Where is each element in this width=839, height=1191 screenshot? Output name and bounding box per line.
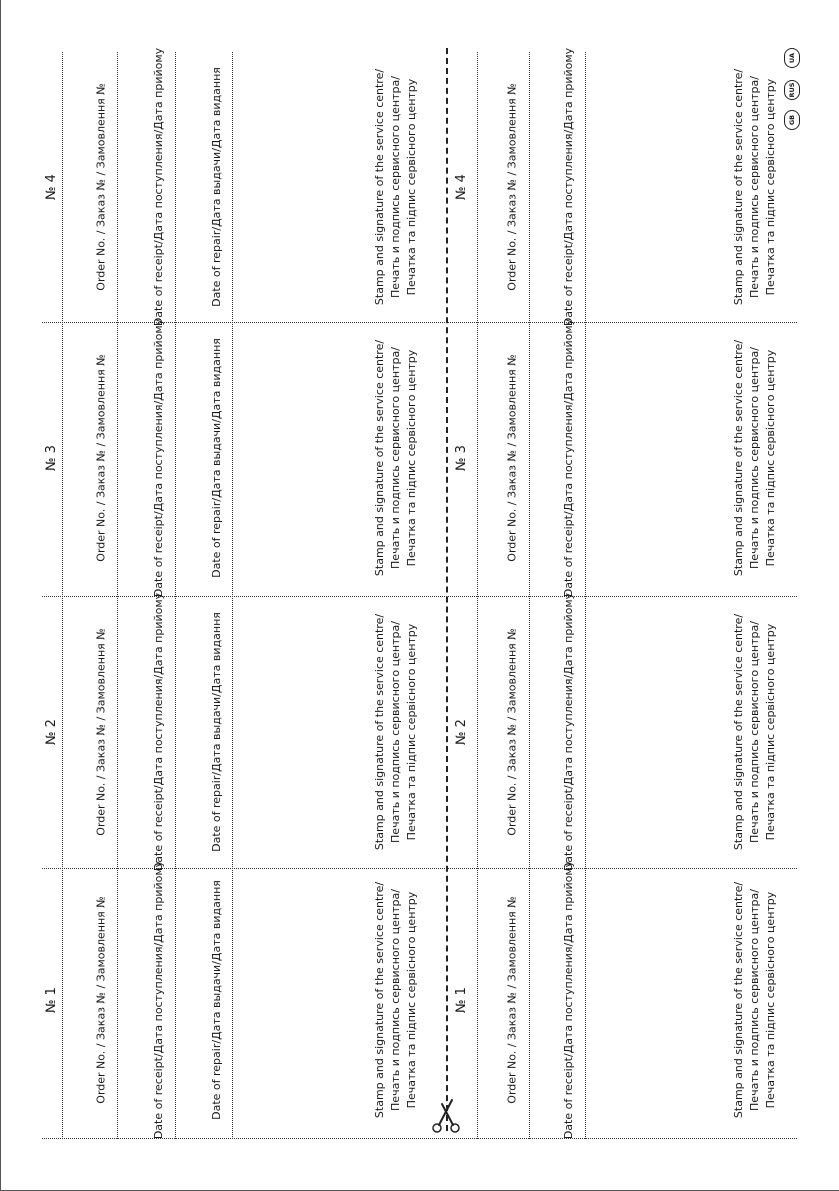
receipt-date-label: Date of receipt/Дата поступления/Дата прийому [152, 592, 166, 872]
stub-number: № 1 [453, 987, 469, 1013]
coupon-number: № 2 [43, 719, 59, 745]
stub-order-number-label: Order No. / Заказ № / Замовлення № [505, 354, 519, 562]
stub-receipt-date-label: Date of receipt/Дата поступления/Дата прийому [562, 47, 576, 327]
cut-line [446, 48, 448, 1131]
coupon-number: № 1 [43, 987, 59, 1013]
receipt-date-label: Date of receipt/Дата поступления/Дата прийому [152, 860, 166, 1140]
order-number-label: Order No. / Заказ № / Замовлення № [94, 896, 108, 1104]
stub-stamp-signature-label: Stamp and signature of the service centre/ Печать и подпись сервисного центра/ Печатка та підпис сервісного центру [732, 881, 778, 1119]
stub-number: № 4 [453, 174, 469, 200]
coupon-number: № 4 [43, 174, 59, 200]
repair-date-label: Date of repair/Дата выдачи/Дата видання [209, 67, 223, 307]
coupon-number: № 3 [43, 445, 59, 471]
stub-order-number-label: Order No. / Заказ № / Замовлення № [505, 628, 519, 836]
stub-stamp-signature-label: Stamp and signature of the service centre/ Печать и подпись сервисного центра/ Печатка та підпис сервісного центру [732, 68, 778, 306]
stub-order-number-label: Order No. / Заказ № / Замовлення № [505, 896, 519, 1104]
language-badge: GB [784, 110, 800, 130]
stub-receipt-date-label: Date of receipt/Дата поступления/Дата прийому [562, 318, 576, 598]
stub-number: № 2 [453, 719, 469, 745]
stamp-signature-label: Stamp and signature of the service centre/ Печать и подпись сервисного центра/ Печатка та підпис сервісного центру [373, 68, 419, 306]
stamp-signature-label: Stamp and signature of the service centre/ Печать и подпись сервисного центра/ Печатка та підпис сервісного центру [373, 613, 419, 851]
receipt-date-label: Date of receipt/Дата поступления/Дата прийому [152, 47, 166, 327]
stamp-signature-label: Stamp and signature of the service centre/ Печать и подпись сервисного центра/ Печатка та підпис сервісного центру [373, 339, 419, 577]
repair-date-label: Date of repair/Дата выдачи/Дата видання [209, 612, 223, 852]
stub-stamp-signature-label: Stamp and signature of the service centre/ Печать и подпись сервисного центра/ Печатка та підпис сервісного центру [732, 613, 778, 851]
stub-receipt-date-label: Date of receipt/Дата поступления/Дата прийому [562, 860, 576, 1140]
order-number-label: Order No. / Заказ № / Замовлення № [94, 83, 108, 291]
stub-receipt-date-label: Date of receipt/Дата поступления/Дата прийому [562, 592, 576, 872]
language-badge: RUS [784, 80, 800, 100]
scissors-icon [428, 1096, 464, 1136]
order-number-label: Order No. / Заказ № / Замовлення № [94, 628, 108, 836]
language-badge: UA [784, 48, 800, 68]
receipt-date-label: Date of receipt/Дата поступления/Дата прийому [152, 318, 166, 598]
stub-stamp-signature-label: Stamp and signature of the service centre/ Печать и подпись сервисного центра/ Печатка та підпис сервісного центру [732, 339, 778, 577]
stub-number: № 3 [453, 445, 469, 471]
stamp-signature-label: Stamp and signature of the service centre/ Печать и подпись сервисного центра/ Печатка та підпис сервісного центру [373, 881, 419, 1119]
repair-date-label: Date of repair/Дата выдачи/Дата видання [209, 880, 223, 1120]
order-number-label: Order No. / Заказ № / Замовлення № [94, 354, 108, 562]
repair-date-label: Date of repair/Дата выдачи/Дата видання [209, 338, 223, 578]
stub-order-number-label: Order No. / Заказ № / Замовлення № [505, 83, 519, 291]
